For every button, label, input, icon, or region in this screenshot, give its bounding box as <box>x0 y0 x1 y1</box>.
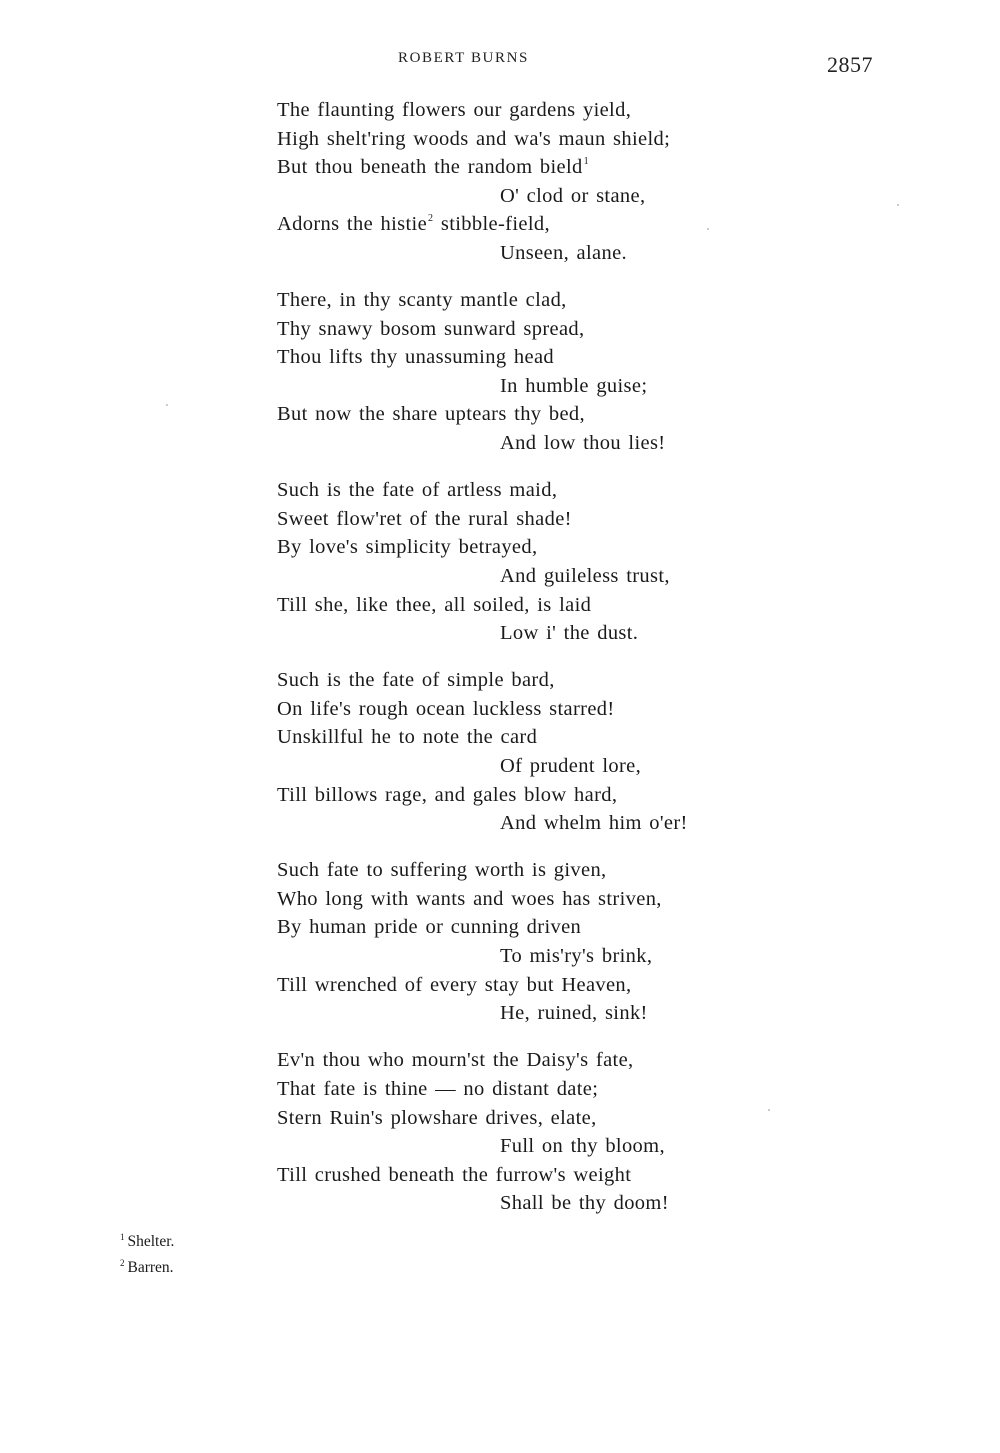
poem-line <box>277 1189 837 1218</box>
footnote <box>120 1255 174 1281</box>
line-text: But thou beneath the random bield <box>277 156 583 179</box>
line-text: Till billows rage, and gales blow hard, <box>277 783 618 806</box>
poem-line <box>277 723 837 752</box>
running-title: ROBERT BURNS <box>398 50 529 66</box>
line-text: And low thou lies! <box>500 432 666 455</box>
line-text: On life's rough ocean luckless starred! <box>277 697 615 720</box>
poem-line <box>277 1132 837 1161</box>
line-text: Thy snawy bosom sunward spread, <box>277 317 585 340</box>
poem-line <box>277 809 837 838</box>
line-text: That fate is thine — no distant date; <box>277 1077 599 1100</box>
scan-speck <box>897 204 899 206</box>
line-text: And whelm him o'er! <box>500 812 688 835</box>
poem-line <box>277 1075 837 1104</box>
poem-line <box>277 1046 837 1075</box>
poem-line <box>277 1104 837 1133</box>
poem-line <box>277 971 837 1000</box>
line-text-continued: stibble-field, <box>433 213 550 236</box>
poem-line <box>277 666 837 695</box>
line-text: There, in thy scanty mantle clad, <box>277 289 567 312</box>
poem-line <box>277 942 837 971</box>
poem-line <box>277 533 837 562</box>
poem-line <box>277 913 837 942</box>
line-text: O' clod or stane, <box>500 184 646 207</box>
poem-line <box>277 343 837 372</box>
line-text: Of prudent lore, <box>500 754 642 777</box>
line-text: Shall be thy doom! <box>500 1192 669 1215</box>
scan-speck <box>166 404 168 406</box>
line-text: Unskillful he to note the card <box>277 726 538 749</box>
line-text: Ev'n thou who mourn'st the Daisy's fate, <box>277 1049 634 1072</box>
line-text: Full on thy bloom, <box>500 1135 665 1158</box>
poem-line <box>277 781 837 810</box>
line-text: Who long with wants and woes has striven, <box>277 887 662 910</box>
stanza <box>277 666 837 838</box>
line-text: Till she, like thee, all soiled, is laid <box>277 593 592 616</box>
poem-line <box>277 182 837 211</box>
line-text: To mis'ry's brink, <box>500 945 653 968</box>
footnote-mark: 2 <box>120 1258 125 1268</box>
line-text: Adorns the histie <box>277 213 428 236</box>
poem-line <box>277 591 837 620</box>
poem-line <box>277 752 837 781</box>
stanza <box>277 476 837 648</box>
poem-line <box>277 429 837 458</box>
stanza <box>277 286 837 458</box>
line-text: By love's simplicity betrayed, <box>277 536 538 559</box>
line-text: By human pride or cunning driven <box>277 916 582 939</box>
poem-line <box>277 315 837 344</box>
poem-line <box>277 695 837 724</box>
poem-line <box>277 619 837 648</box>
line-text: Thou lifts thy unassuming head <box>277 346 555 369</box>
poem-line <box>277 562 837 591</box>
poem-line <box>277 125 837 154</box>
stanza <box>277 96 837 268</box>
poem-line <box>277 96 837 125</box>
footnote-reference: 1 <box>583 156 589 168</box>
stanza <box>277 1046 837 1218</box>
poem-line <box>277 239 837 268</box>
line-text: The flaunting flowers our gardens yield, <box>277 99 632 121</box>
poem-line <box>277 505 837 534</box>
footnote-text: Barren. <box>127 1259 174 1276</box>
line-text: Stern Ruin's plowshare drives, elate, <box>277 1106 597 1129</box>
stanza <box>277 856 837 1028</box>
line-text: He, ruined, sink! <box>500 1002 648 1025</box>
line-text: Unseen, alane. <box>500 241 627 264</box>
scan-speck <box>768 1109 770 1111</box>
line-text: In humble guise; <box>500 374 648 397</box>
line-text: Till crushed beneath the furrow's weight <box>277 1163 632 1186</box>
footnotes <box>120 1229 174 1281</box>
page-number: 2857 <box>827 52 873 77</box>
scan-speck <box>707 228 709 230</box>
poem-line <box>277 400 837 429</box>
footnote-mark: 1 <box>120 1232 125 1242</box>
poem-line <box>277 372 837 401</box>
line-text: Till wrenched of every stay but Heaven, <box>277 973 632 996</box>
line-text: Such is the fate of simple bard, <box>277 669 555 692</box>
poem-line <box>277 210 837 239</box>
poem-line <box>277 476 837 505</box>
poem-line <box>277 286 837 315</box>
line-text: And guileless trust, <box>500 564 670 587</box>
line-text: Such is the fate of artless maid, <box>277 479 558 502</box>
line-text: Sweet flow'ret of the rural shade! <box>277 507 572 530</box>
footnote-reference: 2 <box>428 213 434 225</box>
poem-line <box>277 153 837 182</box>
poem-line <box>277 885 837 914</box>
poem-line <box>277 999 837 1028</box>
line-text: But now the share uptears thy bed, <box>277 403 585 426</box>
line-text: High shelt'ring woods and wa's maun shield; <box>277 127 671 150</box>
poem-line <box>277 1161 837 1190</box>
line-text: Low i' the dust. <box>500 622 639 645</box>
poem-line <box>277 856 837 885</box>
footnote-text: Shelter. <box>127 1233 175 1250</box>
line-text: Such fate to suffering worth is given, <box>277 859 607 882</box>
poem <box>277 96 837 1218</box>
footnote <box>120 1229 174 1255</box>
